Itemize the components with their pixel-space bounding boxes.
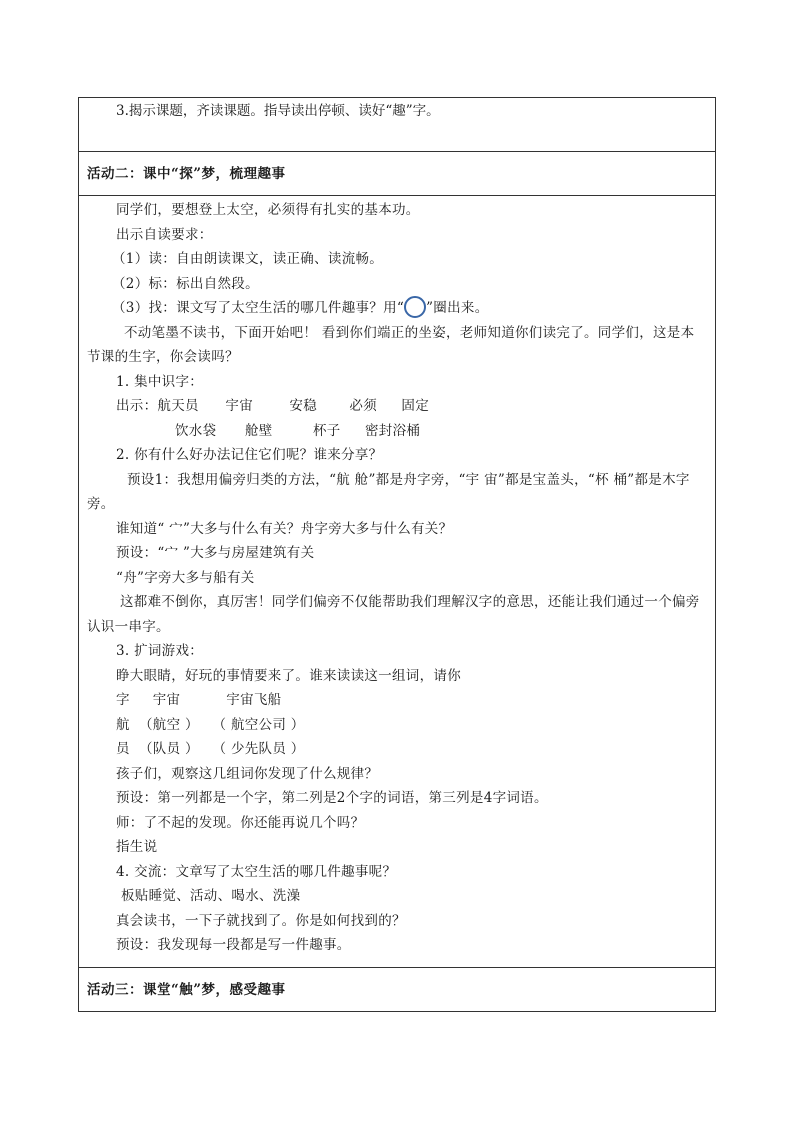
requirement-3-tail: ”圈出来。: [426, 300, 489, 316]
intro-cell: [79, 98, 716, 152]
vocab-word: 固定: [401, 398, 430, 414]
vocab-row-1: [79, 394, 715, 419]
paragraph: 预设：我发现每一段都是写一件趣事。: [116, 937, 351, 953]
paragraph: 预设：“宀 ”大多与房屋建筑有关: [116, 545, 315, 561]
vocab-word: 航天员: [157, 398, 199, 414]
word-row: 字 宇宙 宇宙飞船: [116, 692, 282, 708]
paragraph: “舟”字旁大多与船有关: [116, 569, 255, 586]
vocab-word: 安稳: [289, 398, 318, 414]
section-heading: 2. 你有什么好办法记住它们呢？谁来分享？: [116, 447, 383, 463]
paragraph: 不动笔墨不读书，下面开始吧！ 看到你们端正的坐姿，老师知道你们读完了。同学们，这是本节课的生字，你会读吗？: [87, 324, 695, 365]
section-heading: 4. 交流：文章写了太空生活的哪几件趣事呢？: [116, 863, 397, 880]
paragraph: 预设：第一列都是一个字，第二列是2个字的词语，第三列是4字词语。: [116, 790, 548, 806]
activity2-body-cell: [79, 196, 716, 968]
word-row: 员 （队员 ） （ 少先队员 ）: [116, 741, 305, 757]
intro-line: 3.揭示课题，齐读课题。指导读出停顿、读好“趣”字。: [116, 103, 440, 119]
paragraph: 同学们，要想登上太空，必须得有扎实的基本功。: [116, 202, 420, 218]
reading-requirement-3: [79, 296, 715, 321]
activity2-header-cell: [79, 152, 716, 196]
word-row: 航 （航空 ） （ 航空公司 ）: [116, 716, 305, 733]
vocab-word: 密封浴桶: [365, 422, 421, 439]
paragraph: 出示自读要求：: [116, 226, 213, 243]
paragraph: 谁知道“ 宀”大多与什么有关？舟字旁大多与什么有关？: [116, 520, 453, 537]
vocab-word: 舱壁: [245, 422, 273, 439]
vocab-word: 饮水袋: [175, 422, 217, 439]
reading-requirement-2: （2）标：标出自然段。: [112, 275, 259, 292]
paragraph: 真会读书，一下子就找到了。你是如何找到的？: [116, 912, 406, 929]
paragraph: 师：了不起的发现。你还能再说几个吗？: [116, 814, 365, 831]
circle-mark-icon: [404, 296, 426, 318]
section-heading: 3. 扩词游戏：: [116, 643, 204, 659]
vocab-word: 杯子: [313, 422, 341, 439]
lesson-table: [78, 97, 716, 1012]
vocab-word: 宇宙: [225, 398, 254, 414]
vocab-row-2: [79, 419, 715, 444]
paragraph: 指生说: [116, 839, 158, 855]
section-heading: 1. 集中识字：: [116, 373, 204, 390]
reading-requirement-1: （1）读：自由朗读课文，读正确、读流畅。: [112, 251, 384, 267]
paragraph: 板贴睡觉、活动、喝水、洗澡: [121, 888, 301, 904]
vocab-label: 出示：: [116, 398, 158, 414]
paragraph: 预设1：我想用偏旁归类的方法，“航 舱”都是舟字旁，“宇 宙”都是宝盖头，“杯 桶”都是木字旁。: [87, 471, 690, 512]
paragraph: 睁大眼睛，好玩的事情要来了。谁来读读这一组词，请你: [116, 667, 461, 684]
vocab-word: 必须: [349, 398, 378, 414]
paragraph: 孩子们，观察这几组词你发现了什么规律？: [116, 765, 379, 782]
paragraph: 这都难不倒你，真厉害！同学们偏旁不仅能帮助我们理解汉字的意思，还能让我们通过一个偏旁认识一串字。: [87, 594, 700, 635]
activity3-header-cell: [79, 968, 716, 1012]
activity2-title: 活动二：课中“探”梦，梳理趣事: [87, 166, 286, 182]
requirement-3-text: （3）找：课文写了太空生活的哪几件趣事？用“: [112, 300, 405, 316]
activity3-title: 活动三：课堂“触”梦，感受趣事: [87, 982, 286, 998]
